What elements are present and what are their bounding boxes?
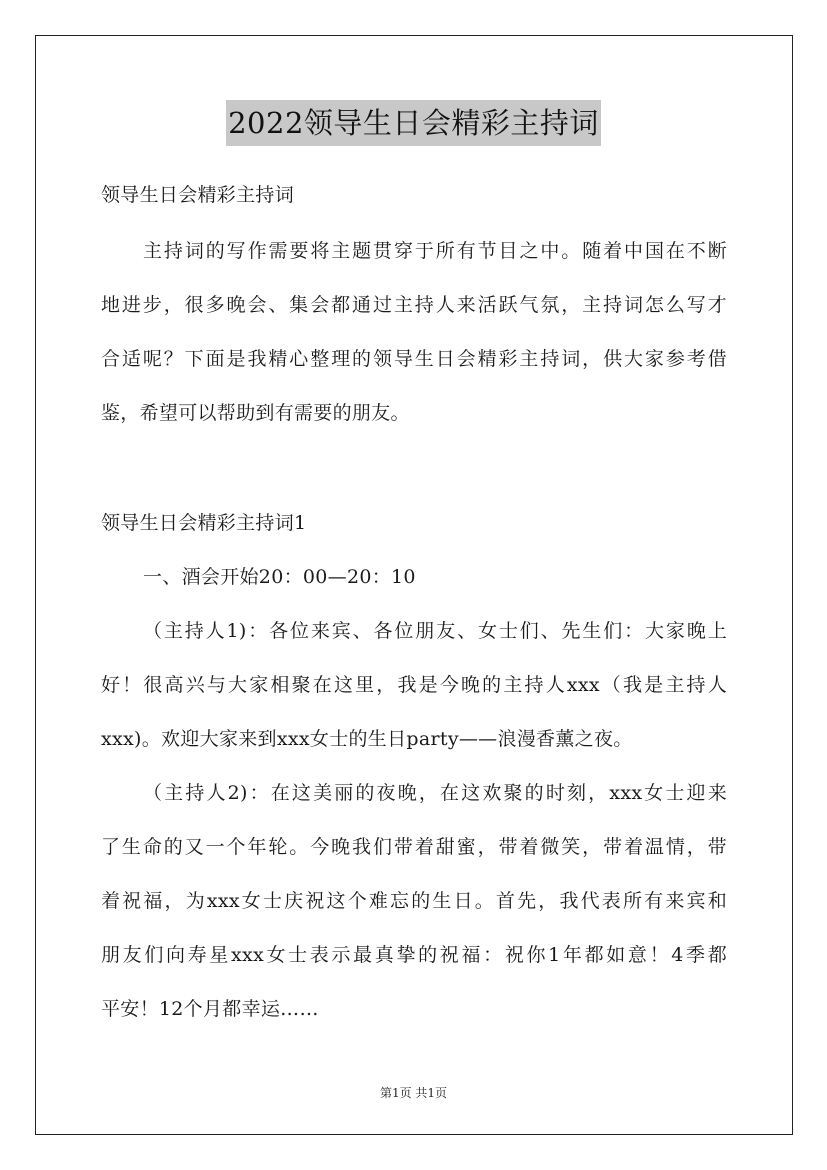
part-heading: 一、酒会开始20：00—20：10 <box>143 566 416 588</box>
intro-line: 合适呢？下面是我精心整理的领导生日会精彩主持词，供大家参考借 <box>101 348 727 370</box>
intro-line: 主持词的写作需要将主题贯穿于所有节目之中。随着中国在不断 <box>143 240 727 262</box>
host1-line: （主持人1)：各位来宾、各位朋友、女士们、先生们：大家晚上 <box>143 620 727 642</box>
host2-line: 着祝福，为xxx女士庆祝这个难忘的生日。首先，我代表所有来宾和 <box>101 890 727 912</box>
intro-line: 地进步，很多晚会、集会都通过主持人来活跃气氛，主持词怎么写才 <box>101 294 727 316</box>
host2-line: 平安！12个月都幸运…… <box>101 998 319 1020</box>
title-container <box>0 100 827 146</box>
section-heading: 领导生日会精彩主持词1 <box>101 512 307 534</box>
host1-line: 好！很高兴与大家相聚在这里，我是今晚的主持人xxx（我是主持人 <box>101 674 727 696</box>
host2-line: 朋友们向寿星xxx女士表示最真挚的祝福：祝你1年都如意！4季都 <box>101 944 727 966</box>
document-subtitle: 领导生日会精彩主持词 <box>101 184 295 206</box>
intro-line: 鉴，希望可以帮助到有需要的朋友。 <box>101 402 410 424</box>
host2-line: （主持人2)：在这美丽的夜晚，在这欢聚的时刻，xxx女士迎来 <box>143 782 727 804</box>
document-title: 2022领导生日会精彩主持词 <box>226 100 601 146</box>
page-number: 第1页 共1页 <box>379 1086 448 1100</box>
host1-line: xxx)。欢迎大家来到xxx女士的生日party——浪漫香薰之夜。 <box>101 728 633 750</box>
host2-line: 了生命的又一个年轮。今晚我们带着甜蜜，带着微笑，带着温情，带 <box>101 836 727 858</box>
